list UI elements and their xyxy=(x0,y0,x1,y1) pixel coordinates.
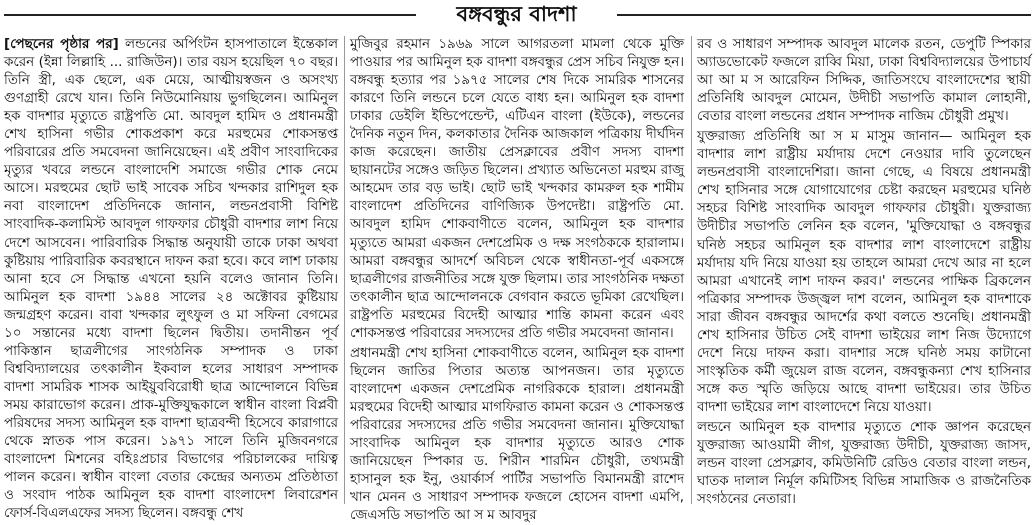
headline: বঙ্গবন্ধুর বাদশা xyxy=(456,2,577,26)
column-3-paragraph-1: রব ও সাধারণ সম্পাদক আবদুল মালেক রতন, ডেপুটি স্পিকার অ্যাডভোকেট ফজলে রাব্বি মিয়া, ঢাকা বিশ্ববিদ্যালয়ের উপাচার্য আ আ ম স আরেফিন সিদ্দিক, জাতিসংঘে বাংলাদেশের স্থায়ী প্রতিনিধি আবদুল মোমেন, উদীচী সভাপতি কামাল লোহানী, বেতার বাংলা লন্ডনের প্রধান সম্পাদক নাজিম চৌধুরী প্রমুখ। xyxy=(697,37,1031,125)
continued-from-tag: [পেছনের পৃষ্ঠার পর] xyxy=(4,37,119,52)
article-column-2 xyxy=(350,36,684,524)
column-divider-1 xyxy=(344,36,345,504)
column-3-paragraph-3: লন্ডনে আমিনুল হক বাদশার মৃত্যুতে শোক জ্ঞাপন করেছেন যুক্তরাজ্য আওয়ামী লীগ, যুক্তরাজ্য উদীচী, যুক্তরাজ্য জাসদ, লন্ডন বাংলা প্রেসক্লাব, কমিউনিটি রেডিও বেতার বাংলা লন্ডন, ঘাতক দালাল নির্মূল কমিটিসহ বিভিন্ন সামাজিক ও রাজনৈতিক সংগঠনের নেতারা। xyxy=(697,419,1031,508)
column-2-paragraph-1: মুজিবুর রহমান ১৯৬৯ সালে আগরতলা মামলা থেকে মুক্তি পাওয়ার পর আমিনুল হক বাদশা বঙ্গবন্ধুর প্রেস সচিব নিযুক্ত হন। বঙ্গবন্ধু হত্যার পর ১৯৭৫ সালের শেষ দিকে সামরিক শাসনের কারণে তিনি লন্ডনে চলে যেতে বাধ্য হন। আমিনুল হক বাদশা ঢাকার ডেইলি ইন্ডিপেন্ডেন্ট, এটিএন বাংলা (ইউকে), লন্ডনের দৈনিক নতুন দিন, কলকাতার দৈনিক আজকাল পত্রিকায় দীর্ঘদিন কাজ করেছেন। জাতীয় প্রেসক্লাবের প্রবীণ সদস্য বাদশা ছায়ানটের সঙ্গেও জড়িত ছিলেন। প্রখ্যাত অভিনেতা মরহুম রাজু আহমেদ তার বড় ভাই। ছোট ভাই খন্দকার কামরুল হক শামীম বাংলাদেশ প্রতিদিনের বাণিজ্যিক উপদেষ্টা। রাষ্ট্রপতি মো. আবদুল হামিদ শোকবাণীতে বলেন, আমিনুল হক বাদশার মৃত্যুতে আমরা একজন দেশপ্রেমিক ও দক্ষ সংগঠককে হারালাম। আমরা বঙ্গবন্ধুর আদর্শে অবিচল থেকে স্বাধীনতা-পূর্ব একসঙ্গে ছাত্রলীগের রাজনীতির সঙ্গে যুক্ত ছিলাম। তার সাংগঠনিক দক্ষতা তৎকালীন ছাত্র আন্দোলনকে বেগবান করতে ভূমিকা রেখেছিল। রাষ্ট্রপতি মরহুমের বিদেহী আত্মার শান্তি কামনা করেন এবং শোকসন্তপ্ত পরিবারের সদস্যদের প্রতি গভীর সমবেদনা জানান। xyxy=(350,37,684,341)
headline-rule-left xyxy=(4,14,416,16)
column-1-text: লন্ডনের অর্পিংটন হাসপাতালে ইন্তেকাল করেন (ইন্না লিল্লাহি ... রাজিউন)। তার বয়স হয়েছিল ৭০ বছর। তিনি স্ত্রী, এক ছেলে, এক মেয়ে, আত্মীয়স্বজন ও অসংখ্য গুণগ্রাহী রেখে যান। তিনি নিউমোনিয়ায় ভুগছিলেন। আমিনুল হক বাদশার মৃত্যুতে রাষ্ট্রপতি মো. আবদুল হামিদ ও প্রধানমন্ত্রী শেখ হাসিনা গভীর শোকপ্রকাশ করে মরহুমের শোকসন্তপ্ত পরিবারের প্রতি সমবেদনা জানিয়েছেন। এই প্রবীণ সাংবাদিকের মৃত্যুর খবরে লন্ডনে বাংলাদেশি সমাজে গভীর শোক নেমে আসে। মরহুমের ছোট ভাই সাবেক সচিব খন্দকার রাশিদুল হক নবা বাংলাদেশ প্রতিদিনকে জানান, লন্ডনপ্রবাসী বিশিষ্ট সাংবাদিক-কলামিস্ট আবদুল গাফফার চৌধুরী বাদশার লাশ নিয়ে দেশে আসবেন। পারিবারিক সিদ্ধান্ত অনুযায়ী তাকে ঢাকা অথবা কুষ্টিয়ায় পারিবারিক কবরস্থানে দাফন করা হবে। কবে লাশ ঢাকায় আনা হবে সে সিদ্ধান্ত এখনো হয়নি বলেও জানান তিনি। আমিনুল হক বাদশা ১৯৪৪ সালের ২৪ অক্টোবর কুষ্টিয়ায় জন্মগ্রহণ করেন। বাবা খন্দকার লুৎফুল ও মা সফিনা বেগমের ১০ সন্তানের মধ্যে বাদশা ছিলেন দ্বিতীয়। তদানীন্তন পূর্ব পাকিস্তান ছাত্রলীগের সাংগঠনিক সম্পাদক ও ঢাকা বিশ্ববিদ্যালয়ের তৎকালীন ইকবাল হলের সাধারণ সম্পাদক বাদশা সামরিক শাসক আইয়ুববিরোধী ছাত্র আন্দোলনে বিভিন্ন সময় কারাভোগ করেন। প্রাক-মুক্তিযুদ্ধকালে স্বাধীন বাংলা বিপ্লবী পরিষদের সদস্য আমিনুল হক বাদশা ছাত্রবন্দী হিসেবে কারাগারে থেকে স্নাতক পাস করেন। ১৯৭১ সালে তিনি মুজিবনগরে বাংলাদেশ মিশনের বহিঃপ্রচার বিভাগের পরিচালকের দায়িত্ব পালন করেন। স্বাধীন বাংলা বেতার কেন্দ্রের অন্যতম প্রতিষ্ঠাতা ও সংবাদ পাঠক আমিনুল হক বাদশা বাংলাদেশ লিবারেশন ফোর্স-বিএলএফের সদস্য ছিলেন। বঙ্গবন্ধু শেখ xyxy=(4,37,338,522)
article-column-3 xyxy=(697,36,1031,506)
column-3-paragraph-2: যুক্তরাজ্য প্রতিনিধি আ স ম মাসুম জানান— আমিনুল হক বাদশার লাশ রাষ্ট্রীয় মর্যাদায় দেশে নেওয়ার দাবি তুলেছেন লন্ডনপ্রবাসী বাংলাদেশিরা। জানা গেছে, এ বিষয়ে প্রধানমন্ত্রী শেখ হাসিনার সঙ্গে যোগাযোগের চেষ্টা করছেন মরহুমের ঘনিষ্ঠ সহচর বিশিষ্ট সাংবাদিক আবদুল গাফফার চৌধুরী। যুক্তরাজ্য উদীচীর সভাপতি লেনিন হক বলেন, 'মুক্তিযোদ্ধা ও বঙ্গবন্ধুর ঘনিষ্ঠ সহচর আমিনুল হক বাদশার লাশ বাংলাদেশে রাষ্ট্রীয় মর্যাদায় যদি নিয়ে যাওয়া হয় তাহলে আমরা দেখে আর না হলে আমরা এখানেই লাশ দাফন করব।' লন্ডনের পাক্ষিক ব্রিকলেন পত্রিকার সম্পাদক উজ্জ্বল দাশ বলেন, আমিনুল হক বাদশাকে সারা জীবন বঙ্গবন্ধুর আদর্শের কথা বলতে শুনেছি। প্রধানমন্ত্রী শেখ হাসিনার উচিত সেই বাদশা ভাইয়ের লাশ নিজ উদ্যোগে দেশে নিয়ে দাফন করা। বাদশার সঙ্গে ঘনিষ্ঠ সময় কাটানো সাংস্কৃতিক কর্মী জুয়েল রাজ বলেন, বঙ্গবন্ধুকন্যা শেখ হাসিনার সঙ্গে কত স্মৃতি জড়িয়ে আছে বাদশা ভাইয়ের। তার উচিত বাদশা ভাইয়ের লাশ বাংলাদেশে নিয়ে যাওয়া। xyxy=(697,129,1031,415)
article-column-1 xyxy=(4,36,338,522)
headline-rule-right xyxy=(617,14,1031,16)
column-1-paragraph xyxy=(4,36,338,523)
column-divider-2 xyxy=(691,36,692,504)
column-2-paragraph-2: প্রধানমন্ত্রী শেখ হাসিনা শোকবাণীতে বলেন, আমিনুল হক বাদশা ছিলেন জাতির পিতার অত্যন্ত আপনজন। তার মৃত্যুতে বাংলাদেশ একজন দেশপ্রেমিক নাগরিককে হারাল। প্রধানমন্ত্রী মরহুমের বিদেহী আত্মার মাগফিরাত কামনা করেন ও শোকসন্তপ্ত পরিবারের সদস্যদের প্রতি গভীর সমবেদনা জানান। মুক্তিযোদ্ধা সাংবাদিক আমিনুল হক বাদশার মৃত্যুতে আরও শোক জানিয়েছেন স্পিকার ড. শিরীন শারমিন চৌধুরী, তথ্যমন্ত্রী হাসানুল হক ইনু, ওয়ার্কার্স পার্টির সভাপতি বিমানমন্ত্রী রাশেদ খান মেনন ও সাধারণ সম্পাদক ফজলে হোসেন বাদশা এমপি, জেএসডি সভাপতি আ স ম আবদুর xyxy=(350,345,684,524)
